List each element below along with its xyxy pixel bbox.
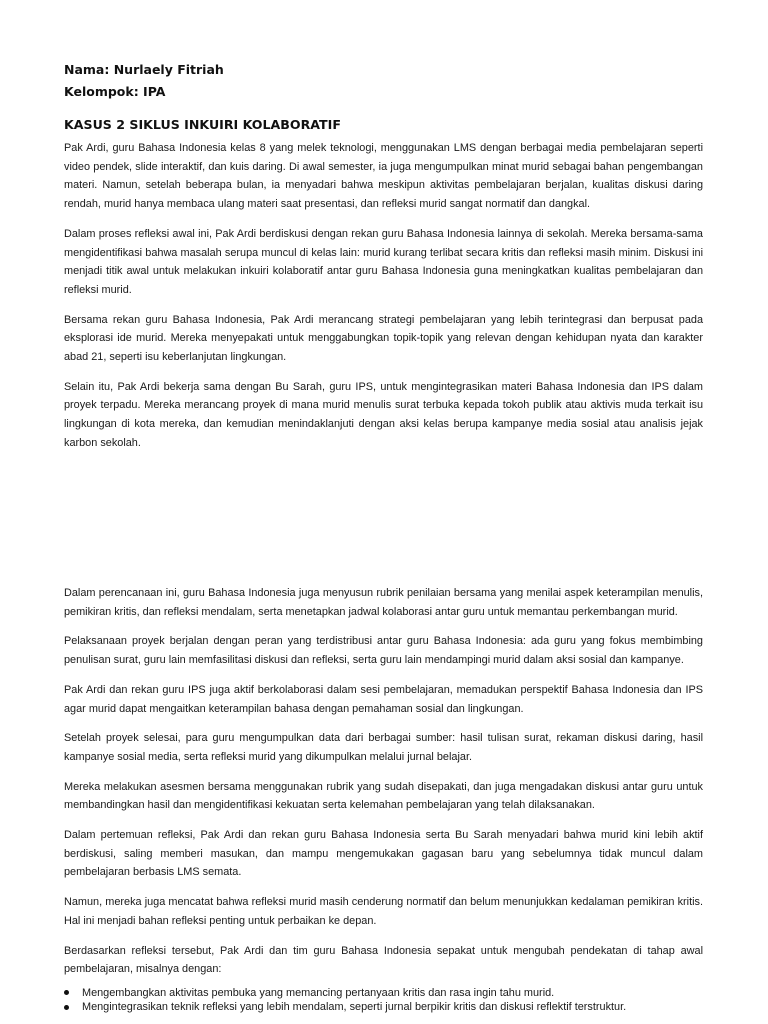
author-name: Nama: Nurlaely Fitriah [64, 62, 224, 77]
paragraph: Berdasarkan refleksi tersebut, Pak Ardi dan tim guru Bahasa Indonesia sepakat untuk mengubah pendekatan di tahap awal pembelajaran, misalnya dengan: [64, 944, 703, 976]
paragraph: Dalam perencanaan ini, guru Bahasa Indonesia juga menyusun rubrik penilaian bersama yang menilai aspek keterampilan menulis, pemikiran kritis, dan refleksi mendalam, serta menetapkan jadwal kolaborasi antar guru untuk memantau perkembangan murid. [64, 587, 703, 618]
paragraph: Mereka melakukan asesmen bersama menggunakan rubrik yang sudah disepakati, dan juga mengadakan diskusi antar guru untuk membandingkan hasil dan mengidentifikasi kekuatan serta kelemahan pembelajaran yang telah dilaksanakan. [64, 780, 703, 812]
paragraph: Pak Ardi, guru Bahasa Indonesia kelas 8 yang melek teknologi, menggunakan LMS dengan berbagai media pembelajaran seperti video pendek, slide interaktif, dan kuis daring. Di awal semester, ia juga mengumpulkan minat murid sebagai bahan pengembangan materi. Namun, setelah beberapa bulan, ia menyadari bahwa meskipun aktivitas pembelajaran berjalan, kualitas diskusi daring rendah, murid hanya membaca ulang materi saat presentasi, dan refleksi murid sangat normatif dan dangkal. [64, 142, 703, 211]
list-item [64, 1000, 703, 1015]
paragraph: Setelah proyek selesai, para guru mengumpulkan data dari berbagai sumber: hasil tulisan surat, rekaman diskusi daring, hasil kampanye sosial media, serta refleksi murid yang dikumpulkan melalui jurnal belajar. [64, 732, 703, 763]
section-one [64, 139, 703, 464]
list-item [64, 986, 703, 1001]
bullet-icon [64, 1005, 69, 1010]
list-item-text: Mengintegrasikan teknik refleksi yang lebih mendalam, seperti jurnal berpikir kritis dan diskusi reflektif terstruktur. [82, 1001, 627, 1014]
paragraph: Pelaksanaan proyek berjalan dengan peran yang terdistribusi antar guru Bahasa Indonesia: ada guru yang fokus membimbing penulisan surat, guru lain memfasilitasi diskusi dan refleksi, serta guru lain mendampingi murid dalam aksi sosial dan kampanye. [64, 635, 703, 667]
paragraph: Namun, mereka juga mencatat bahwa refleksi murid masih cenderung normatif dan belum menunjukkan kedalaman pemikiran kritis. Hal ini menjadi bahan refleksi penting untuk perbaikan ke depan. [64, 896, 703, 927]
bullet-list [64, 986, 703, 1015]
group-label: Kelompok: IPA [64, 84, 166, 99]
paragraph: Dalam proses refleksi awal ini, Pak Ardi berdiskusi dengan rekan guru Bahasa Indonesia lainnya di sekolah. Mereka bersama-sama mengidentifikasi bahwa masalah serupa muncul di kelas lain: murid kurang terlibat secara kritis dan refleksi masih minim. Diskusi ini menjadi titik awal untuk melakukan inkuiri kolaboratif antar guru Bahasa Indonesia guna meningkatkan kualitas pembelajaran dan refleksi murid. [64, 227, 703, 296]
case-title: KASUS 2 SIKLUS INKUIRI KOLABORATIF [64, 117, 341, 132]
paragraph: Dalam pertemuan refleksi, Pak Ardi dan rekan guru Bahasa Indonesia serta Bu Sarah menyadari bahwa murid kini lebih aktif berdiskusi, saling memberi masukan, dan mampu mengemukakan gagasan baru yang sebelumnya tidak muncul dalam pembelajaran berbasis LMS semata. [64, 829, 703, 879]
paragraph: Selain itu, Pak Ardi bekerja sama dengan Bu Sarah, guru IPS, untuk mengintegrasikan materi Bahasa Indonesia dan IPS dalam proyek terpadu. Mereka merancang proyek di mana murid menulis surat terbuka kepada tokoh publik atau aktivis muda terkait isu lingkungan di kota mereka, dan kemudian menindaklanjuti dengan aksi kelas berupa kampanye media sosial atau analisis jejak karbon sekolah. [64, 380, 703, 449]
paragraph: Pak Ardi dan rekan guru IPS juga aktif berkolaborasi dalam sesi pembelajaran, memadukan perspektif Bahasa Indonesia dan IPS agar murid dapat mengaitkan keterampilan bahasa dengan pemahaman sosial dan lingkungan. [64, 683, 703, 715]
paragraph: Bersama rekan guru Bahasa Indonesia, Pak Ardi merancang strategi pembelajaran yang lebih terintegrasi dan berpusat pada eksplorasi ide murid. Mereka menyepakati untuk menggabungkan topik-topik yang relevan dengan kehidupan nyata dan karakter abad 21, seperti isu keberlanjutan lingkungan. [64, 313, 703, 364]
list-item-text: Mengembangkan aktivitas pembuka yang memancing pertanyaan kritis dan rasa ingin tahu murid. [82, 986, 555, 999]
document-header [64, 59, 703, 133]
bullet-icon [64, 990, 69, 995]
section-two [64, 584, 703, 1015]
